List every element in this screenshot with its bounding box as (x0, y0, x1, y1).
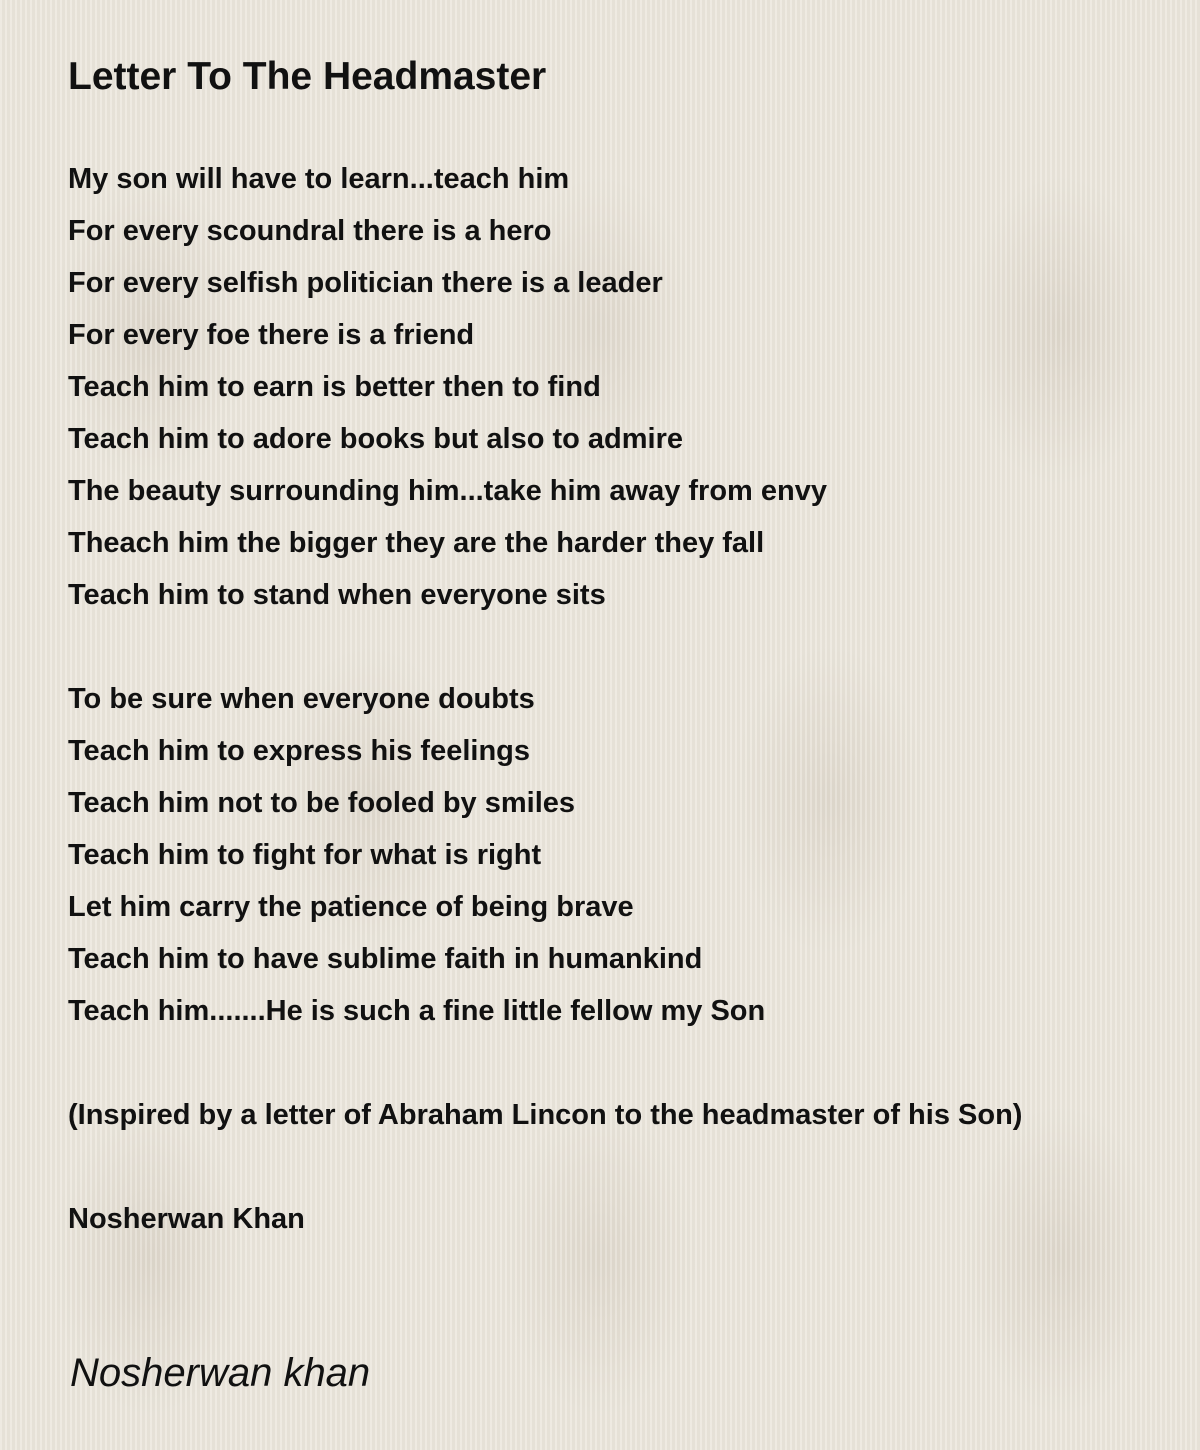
poem-line: Teach him to have sublime faith in humankind (68, 943, 703, 975)
stanza-break (68, 1141, 1178, 1193)
poem-line: Let him carry the patience of being brave (68, 891, 634, 923)
poem-title: Letter To The Headmaster (68, 55, 547, 98)
poem-line: For every foe there is a friend (68, 319, 475, 351)
stanza-break (68, 1037, 1178, 1089)
poem-line: Teach him to adore books but also to admire (68, 423, 684, 455)
poem-line: My son will have to learn...teach him (68, 163, 570, 195)
poem-line: For every selfish politician there is a leader (68, 267, 663, 299)
poem-line: Teach him to express his feelings (68, 735, 531, 767)
poem-line: Teach him to fight for what is right (68, 839, 542, 871)
poem-line: Teach him not to be fooled by smiles (68, 787, 576, 819)
poem-note: (Inspired by a letter of Abraham Lincon to the headmaster of his Son) (68, 1099, 1023, 1131)
poem-author: Nosherwan Khan (68, 1203, 305, 1235)
poem-body (68, 153, 1178, 1245)
author-signature: Nosherwan khan (70, 1351, 371, 1395)
poem-line: Teach him.......He is such a fine little fellow my Son (68, 995, 766, 1027)
poem-line: Teach him to stand when everyone sits (68, 579, 606, 611)
stanza-break (68, 621, 1178, 673)
poem-line: To be sure when everyone doubts (68, 683, 535, 715)
poem-line: The beauty surrounding him...take him away from envy (68, 475, 827, 507)
poem-line: Theach him the bigger they are the harder they fall (68, 527, 765, 559)
poem-line: Teach him to earn is better then to find (68, 371, 601, 403)
poem-line: For every scoundral there is a hero (68, 215, 552, 247)
